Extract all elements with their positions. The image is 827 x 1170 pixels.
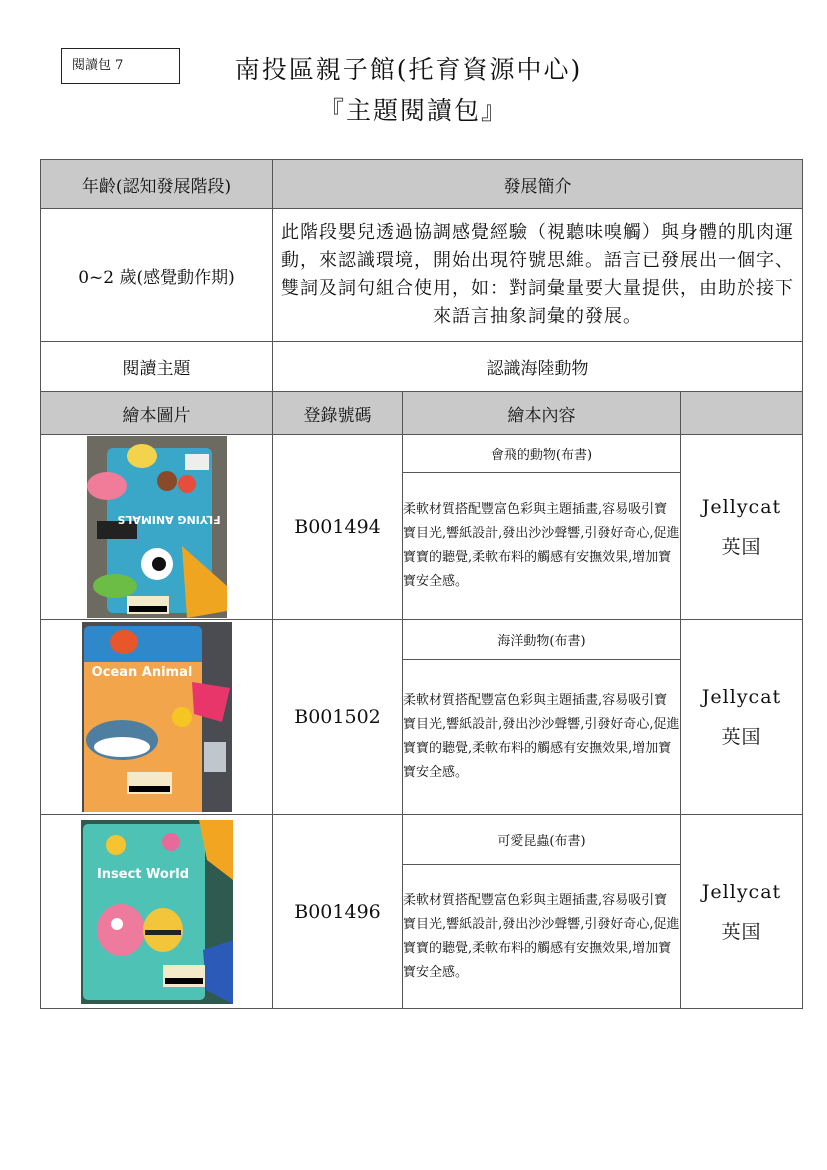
theme-value: 認識海陸動物 <box>273 342 803 392</box>
book-code: B001494 <box>273 435 403 620</box>
page-subtitle: 『主題閱讀包』 <box>318 96 508 125</box>
theme-label: 閱讀主題 <box>41 342 273 392</box>
col-code-header: 登錄號碼 <box>273 392 403 435</box>
cover-label-text: Ocean Animal <box>91 665 192 680</box>
pack-label: 閱讀包 7 <box>61 48 180 84</box>
book-cover-image <box>82 622 232 812</box>
age-value: 0~2 歲(感覺動作期) <box>41 209 273 342</box>
book-title: 可愛昆蟲(布書) <box>403 815 681 865</box>
book-description: 柔軟材質搭配豐富色彩與主題插畫,容易吸引寶寶目光,響紙設計,發出沙沙聲響,引發好奇心,促進寶寶的聽覺,柔軟布料的觸感有安撫效果,增加寶寶安全感。 <box>403 660 681 815</box>
page-title <box>0 50 827 86</box>
book-publisher: Jellycat <box>701 880 782 903</box>
book-publisher-cell <box>681 435 803 620</box>
book-cover-image <box>81 820 233 1004</box>
page-title-text: 南投區親子館(托育資源中心) <box>234 55 583 84</box>
book-code: B001496 <box>273 815 403 1009</box>
book-country: 英国 <box>721 536 762 558</box>
col-content-header: 繪本內容 <box>403 392 681 435</box>
cover-label-text: FLYING ANIMALS <box>116 513 221 526</box>
book-title: 海洋動物(布書) <box>403 620 681 660</box>
book-publisher: Jellycat <box>701 496 782 518</box>
book-publisher-cell <box>681 815 803 1009</box>
book-country: 英国 <box>721 726 762 748</box>
book-publisher-cell <box>681 620 803 815</box>
book-cover-cell <box>41 815 273 1009</box>
book-cover-image <box>87 436 227 618</box>
book-code: B001502 <box>273 620 403 815</box>
book-country: 英国 <box>721 920 762 943</box>
book-title: 會飛的動物(布書) <box>403 435 681 473</box>
book-description: 柔軟材質搭配豐富色彩與主題插畫,容易吸引寶寶目光,響紙設計,發出沙沙聲響,引發好奇心,促進寶寶的聽覺,柔軟布料的觸感有安撫效果,增加寶寶安全感。 <box>403 473 681 620</box>
age-header: 年齡(認知發展階段) <box>41 160 273 209</box>
book-description: 柔軟材質搭配豐富色彩與主題插畫,容易吸引寶寶目光,響紙設計,發出沙沙聲響,引發好奇心,促進寶寶的聽覺,柔軟布料的觸感有安撫效果,增加寶寶安全感。 <box>403 865 681 1009</box>
cover-label-text: Insect World <box>96 866 189 882</box>
col-publisher-header <box>681 392 803 435</box>
intro-header: 發展簡介 <box>273 160 803 209</box>
book-cover-cell <box>41 435 273 620</box>
reading-pack-table <box>40 159 803 1009</box>
book-publisher: Jellycat <box>701 686 782 708</box>
intro-text: 此階段嬰兒透過協調感覺經驗（視聽味嗅觸）與身體的肌肉運動，來認識環境，開始出現符號思維。語言已發展出一個字、雙詞及詞句組合使用，如：對詞彙量要大量提供，由助於接下來語言抽象詞彙的發展。 <box>273 209 803 342</box>
book-cover-cell <box>41 620 273 815</box>
col-picture-header: 繪本圖片 <box>41 392 273 435</box>
